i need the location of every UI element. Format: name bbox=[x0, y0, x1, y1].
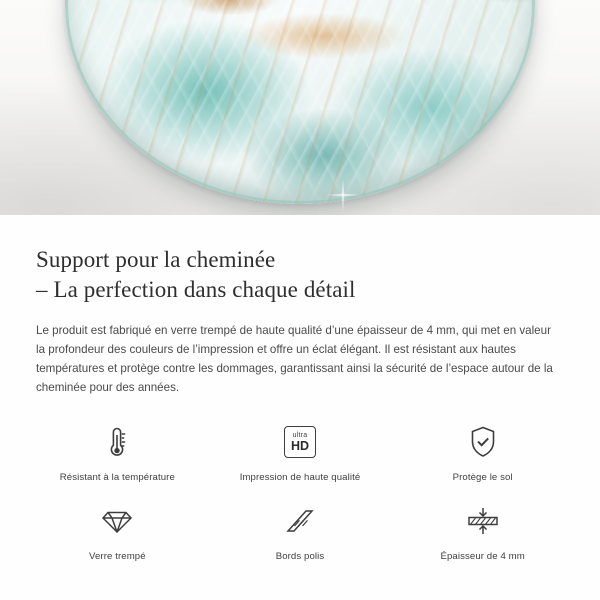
ultra-hd-badge-icon bbox=[277, 419, 323, 465]
thickness-4mm-icon bbox=[460, 498, 506, 544]
feature-item-temperature bbox=[26, 419, 209, 484]
feature-item-thickness bbox=[391, 498, 574, 563]
feature-item-polished-edges bbox=[209, 498, 392, 563]
content-block bbox=[0, 215, 600, 397]
headline-line-1: Support pour la cheminée bbox=[36, 247, 276, 272]
diamond-icon bbox=[94, 498, 140, 544]
feature-label: Protège le sol bbox=[452, 472, 513, 483]
polished-edges-icon bbox=[277, 498, 323, 544]
feature-item-floor-protection bbox=[391, 419, 574, 484]
thermometer-icon bbox=[94, 419, 140, 465]
feature-label: Bords polis bbox=[275, 551, 325, 562]
feature-label: Épaisseur de 4 mm bbox=[440, 551, 525, 562]
feature-item-tempered-glass bbox=[26, 498, 209, 563]
feature-label: Résistant à la température bbox=[59, 472, 175, 483]
headline-line-2: – La perfection dans chaque détail bbox=[36, 277, 356, 302]
feature-grid bbox=[0, 397, 600, 563]
description-paragraph: Le produit est fabriqué en verre trempé de haute qualité d’une épaisseur de 4 mm, qui met en valeur la profondeur des couleurs de l’impression et offre un éclat élégant. Il est résistant aux hautes températures et protège contre les dommages, garantissant ainsi la sécurité de l’espace autour de la cheminée pour des années. bbox=[36, 324, 553, 394]
badge-top-text: ultra bbox=[292, 431, 308, 439]
page-title bbox=[36, 245, 564, 305]
hero-image bbox=[0, 0, 600, 215]
feature-label: Impression de haute qualité bbox=[239, 472, 361, 483]
badge-bottom-text: HD bbox=[290, 438, 310, 453]
feature-label: Verre trempé bbox=[89, 551, 146, 562]
shield-check-icon bbox=[460, 419, 506, 465]
round-glass-panel bbox=[65, 0, 535, 204]
feature-item-print-quality bbox=[209, 419, 392, 484]
